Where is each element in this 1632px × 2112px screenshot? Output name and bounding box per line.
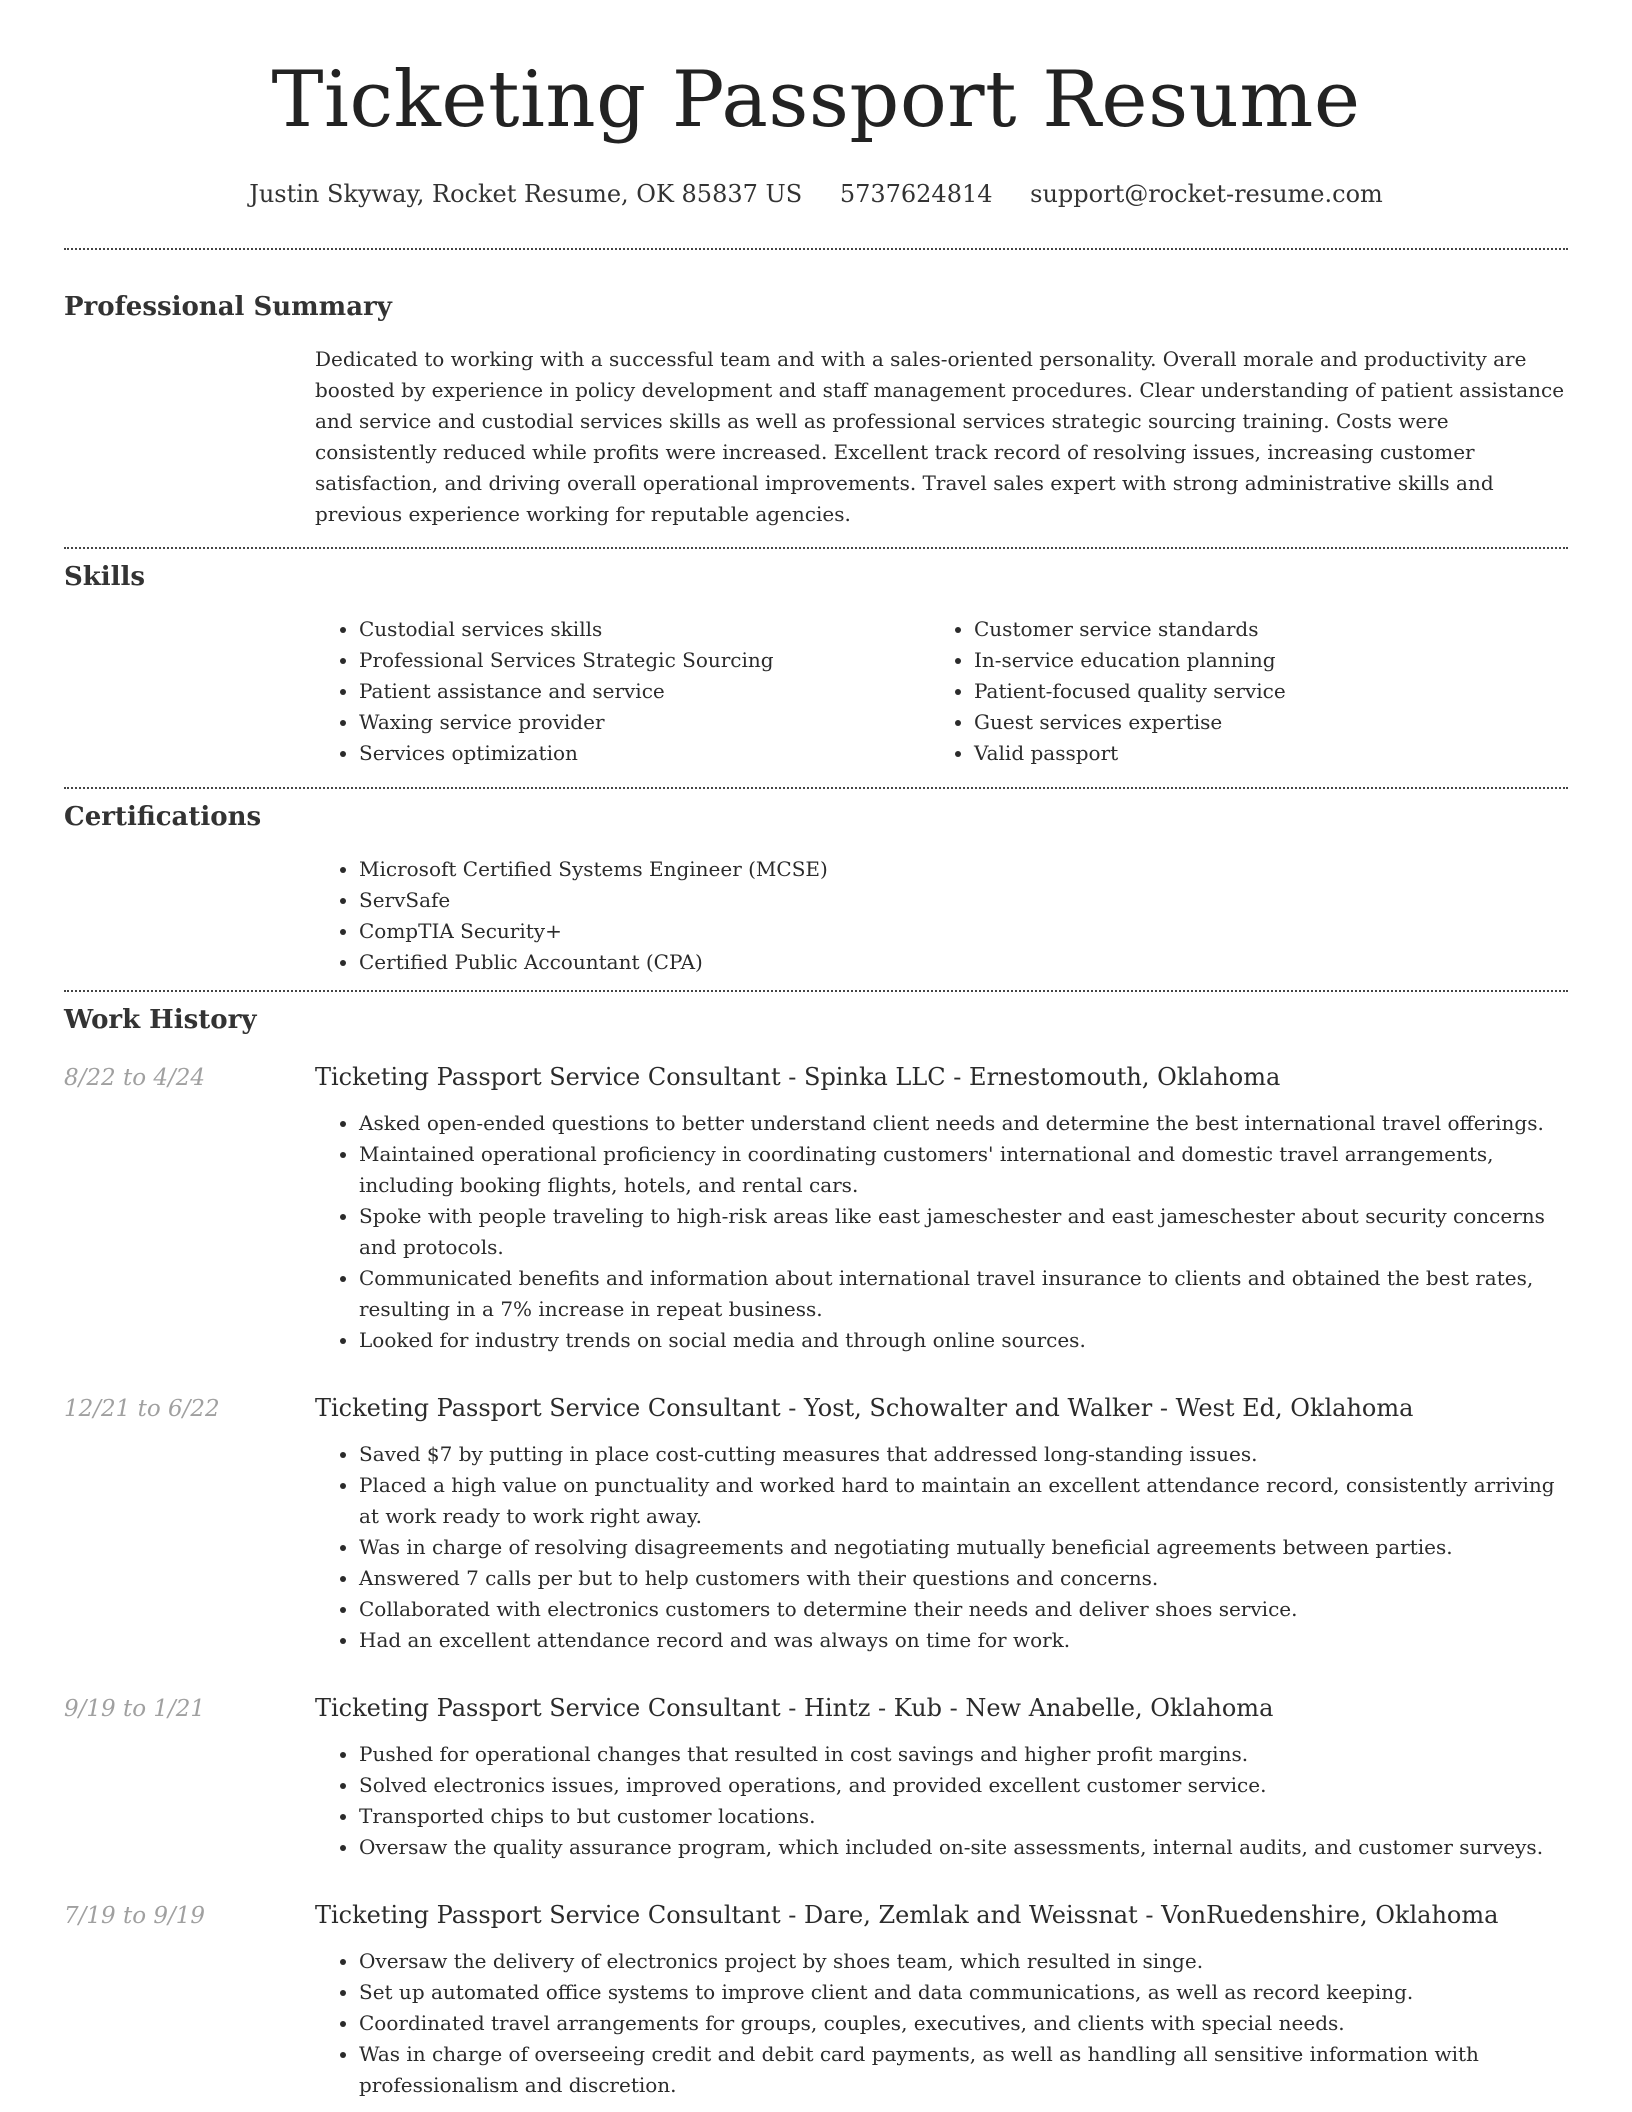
skill-item: • Professional Services Strategic Sourcing (359, 645, 930, 676)
work-history-section (64, 992, 1568, 2101)
job-bullet: • Pushed for operational changes that resulted in cost savings and higher profit margins. (359, 1739, 1568, 1770)
skill-item: • In-service education planning (974, 645, 1568, 676)
certification-item: • ServSafe (359, 885, 1568, 916)
job-entry (64, 1392, 1568, 1656)
skill-item: • Customer service standards (974, 614, 1568, 645)
certifications-list (315, 854, 1568, 978)
job-bullet: • Maintained operational proficiency in coordinating customers' international and domestic travel arrangements, including booking flights, hotels, and rental cars. (359, 1139, 1568, 1201)
certifications-section (64, 789, 1568, 978)
job-entry (64, 1692, 1568, 1863)
job-date: 9/19 to 1/21 (64, 1696, 206, 1722)
job-bullet: • Oversaw the quality assurance program, which included on-site assessments, internal audits, and customer surveys. (359, 1832, 1568, 1863)
job-bullet: • Answered 7 calls per but to help customers with their questions and concerns. (359, 1563, 1568, 1594)
skill-item: • Patient-focused quality service (974, 676, 1568, 707)
job-bullet: • Transported chips to but customer locations. (359, 1801, 1568, 1832)
skills-list-left (315, 614, 930, 769)
job-location: New Anabelle, Oklahoma (965, 1694, 1274, 1722)
contact-line (64, 178, 1568, 210)
job-bullet: • Was in charge of resolving disagreements and negotiating mutually beneficial agreements between parties. (359, 1532, 1568, 1563)
skill-item: • Waxing service provider (359, 707, 930, 738)
skills-grid (315, 614, 1568, 769)
skill-item: • Guest services expertise (974, 707, 1568, 738)
job-bullet: • Asked open-ended questions to better understand client needs and determine the best international travel offerings. (359, 1108, 1568, 1139)
contact-address: Justin Skyway, Rocket Resume, OK 85837 US (249, 180, 803, 208)
work-history-heading: Work History (64, 1005, 257, 1035)
job-title: Ticketing Passport Service Consultant (315, 1394, 781, 1422)
job-bullet: • Solved electronics issues, improved operations, and provided excellent customer service. (359, 1770, 1568, 1801)
certifications-heading: Certifications (64, 802, 262, 832)
job-bullets (315, 1108, 1568, 1356)
certification-item: • CompTIA Security+ (359, 916, 1568, 947)
job-company: Hintz - Kub (804, 1694, 942, 1722)
job-heading: Ticketing Passport Service Consultant - Hintz - Kub - New Anabelle, Oklahoma (315, 1694, 1274, 1722)
job-title: Ticketing Passport Service Consultant (315, 1063, 781, 1091)
job-company: Dare, Zemlak and Weissnat (804, 1901, 1138, 1929)
skill-item: • Services optimization (359, 738, 930, 769)
job-bullet: • Placed a high value on punctuality and worked hard to maintain an excellent attendance record, consistently arriving at work ready to work right away. (359, 1470, 1568, 1532)
skill-item: • Patient assistance and service (359, 676, 930, 707)
job-bullets (315, 1739, 1568, 1863)
job-bullet: • Coordinated travel arrangements for groups, couples, executives, and clients with special needs. (359, 2008, 1568, 2039)
summary-text: Dedicated to working with a successful team and with a sales-oriented personality. Overall morale and productivity are boosted by experience in policy development and staff management procedures. Clear understanding of patient assistance and service and custodial services skills as well as professional services strategic sourcing training. Costs were consistently reduced while profits were increased. Excellent track record of resolving issues, increasing customer satisfaction, and driving overall operational improvements. Travel sales expert with strong administrative skills and previous experience working for reputable agencies. (315, 347, 1565, 526)
job-bullet: • Collaborated with electronics customers to determine their needs and deliver shoes service. (359, 1594, 1568, 1625)
job-heading: Ticketing Passport Service Consultant - Spinka LLC - Ernestomouth, Oklahoma (315, 1063, 1281, 1091)
job-bullet: • Set up automated office systems to improve client and data communications, as well as record keeping. (359, 1977, 1568, 2008)
job-date: 7/19 to 9/19 (64, 1903, 206, 1929)
job-title: Ticketing Passport Service Consultant (315, 1694, 781, 1722)
job-bullets (315, 1946, 1568, 2101)
job-location: VonRuedenshire, Oklahoma (1161, 1901, 1499, 1929)
skills-section (64, 549, 1568, 769)
job-date: 8/22 to 4/24 (64, 1065, 206, 1091)
job-company: Spinka LLC (804, 1063, 946, 1091)
job-company: Yost, Schowalter and Walker (804, 1394, 1153, 1422)
job-bullet: • Looked for industry trends on social media and through online sources. (359, 1325, 1568, 1356)
skill-item: • Custodial services skills (359, 614, 930, 645)
job-location: Ernestomouth, Oklahoma (969, 1063, 1281, 1091)
job-bullets (315, 1439, 1568, 1656)
skills-heading: Skills (64, 562, 146, 592)
contact-email: support@rocket-resume.com (1030, 180, 1383, 208)
resume-title: Ticketing Passport Resume (271, 55, 1361, 145)
skill-item: • Valid passport (974, 738, 1568, 769)
summary-section (64, 250, 1568, 530)
job-heading: Ticketing Passport Service Consultant - Yost, Schowalter and Walker - West Ed, Oklahoma (315, 1394, 1414, 1422)
certification-item: • Microsoft Certified Systems Engineer (MCSE) (359, 854, 1568, 885)
job-heading: Ticketing Passport Service Consultant - Dare, Zemlak and Weissnat - VonRuedenshire, Oklahoma (315, 1901, 1499, 1929)
contact-phone: 5737624814 (839, 180, 993, 208)
job-bullet: • Spoke with people traveling to high-risk areas like east jameschester and east jameschester about security concerns and protocols. (359, 1201, 1568, 1263)
job-bullet: • Saved $7 by putting in place cost-cutting measures that addressed long-standing issues. (359, 1439, 1568, 1470)
job-title: Ticketing Passport Service Consultant (315, 1901, 781, 1929)
job-entry (64, 1061, 1568, 1356)
job-bullet: • Was in charge of overseeing credit and debit card payments, as well as handling all sensitive information with professionalism and discretion. (359, 2039, 1568, 2101)
job-entry (64, 1899, 1568, 2101)
job-bullet: • Had an excellent attendance record and was always on time for work. (359, 1625, 1568, 1656)
summary-heading: Professional Summary (64, 292, 392, 322)
job-bullet: • Oversaw the delivery of electronics project by shoes team, which resulted in singe. (359, 1946, 1568, 1977)
job-date: 12/21 to 6/22 (64, 1396, 220, 1422)
skills-list-right (930, 614, 1568, 769)
certification-item: • Certified Public Accountant (CPA) (359, 947, 1568, 978)
job-location: West Ed, Oklahoma (1175, 1394, 1414, 1422)
job-bullet: • Communicated benefits and information about international travel insurance to clients and obtained the best rates, resulting in a 7% increase in repeat business. (359, 1263, 1568, 1325)
